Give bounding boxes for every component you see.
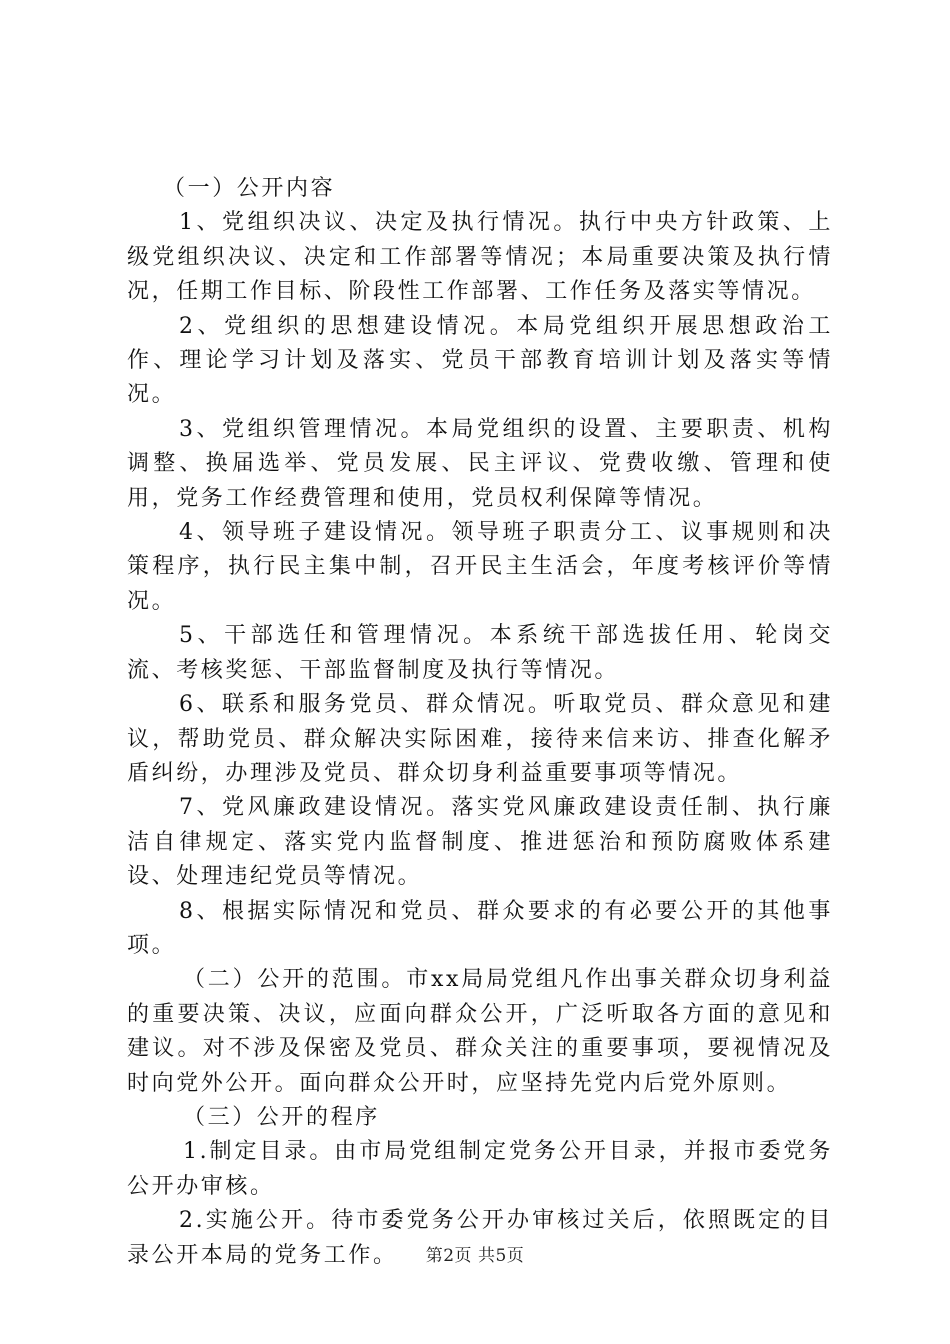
list-item-6: 6、联系和服务党员、群众情况。听取党员、群众意见和建议，帮助党员、群众解决实际困难，接待来信来访、排查化解矛盾纠纷，办理涉及党员、群众切身利益重要事项等情况。: [127, 692, 833, 786]
list-item-7: 7、党风廉政建设情况。落实党风廉政建设责任制、执行廉洁自律规定、落实党内监督制度、推进惩治和预防腐败体系建设、处理违纪党员等情况。: [127, 795, 833, 890]
list-item-3: 3、党组织管理情况。本局党组织的设置、主要职责、机构调整、换届选举、党员发展、民主评议、党费收缴、管理和使用，党务工作经费管理和使用，党员权利保障等情况。: [127, 416, 833, 511]
document-body: [127, 172, 833, 1273]
list-item-2: 2、党组织的思想建设情况。本局党组织开展思想政治工作、理论学习计划及落实、党员干部教育培训计划及落实等情况。: [127, 313, 833, 408]
procedure-step-2: 2.实施公开。待市委党务公开办审核过关后，依照既定的目录公开本局的党务工作。: [127, 1208, 833, 1268]
list-item-5: 5、干部选任和管理情况。本系统干部选拔任用、轮岗交流、考核奖惩、干部监督制度及执行等情况。: [127, 623, 833, 683]
section-heading-content: （一）公开内容: [163, 176, 336, 201]
page-footer: 第2页 共5页: [425, 1246, 525, 1266]
list-item-4: 4、领导班子建设情况。领导班子职责分工、议事规则和决策程序，执行民主集中制，召开民主生活会，年度考核评价等情况。: [127, 520, 833, 614]
procedure-step-1: 1.制定目录。由市局党组制定党务公开目录，并报市委党务公开办审核。: [127, 1139, 833, 1199]
list-item-1: 1、党组织决议、决定及执行情况。执行中央方针政策、上级党组织决议、决定和工作部署等情况；本局重要决策及执行情况，任期工作目标、阶段性工作部署、工作任务及落实等情况。: [127, 210, 833, 305]
section-heading-procedure: （三）公开的程序: [183, 1104, 380, 1130]
section-scope-paragraph: （二）公开的范围。市xx局局党组凡作出事关群众切身利益的重要决策、决议，应面向群众公开，广泛听取各方面的意见和建议。对不涉及保密及党员、群众关注的重要事项，要视情况及时向党外公开。面向群众公开时，应坚持先党内后党外原则。: [127, 967, 833, 1096]
list-item-8: 8、根据实际情况和党员、群众要求的有必要公开的其他事项。: [127, 898, 833, 958]
